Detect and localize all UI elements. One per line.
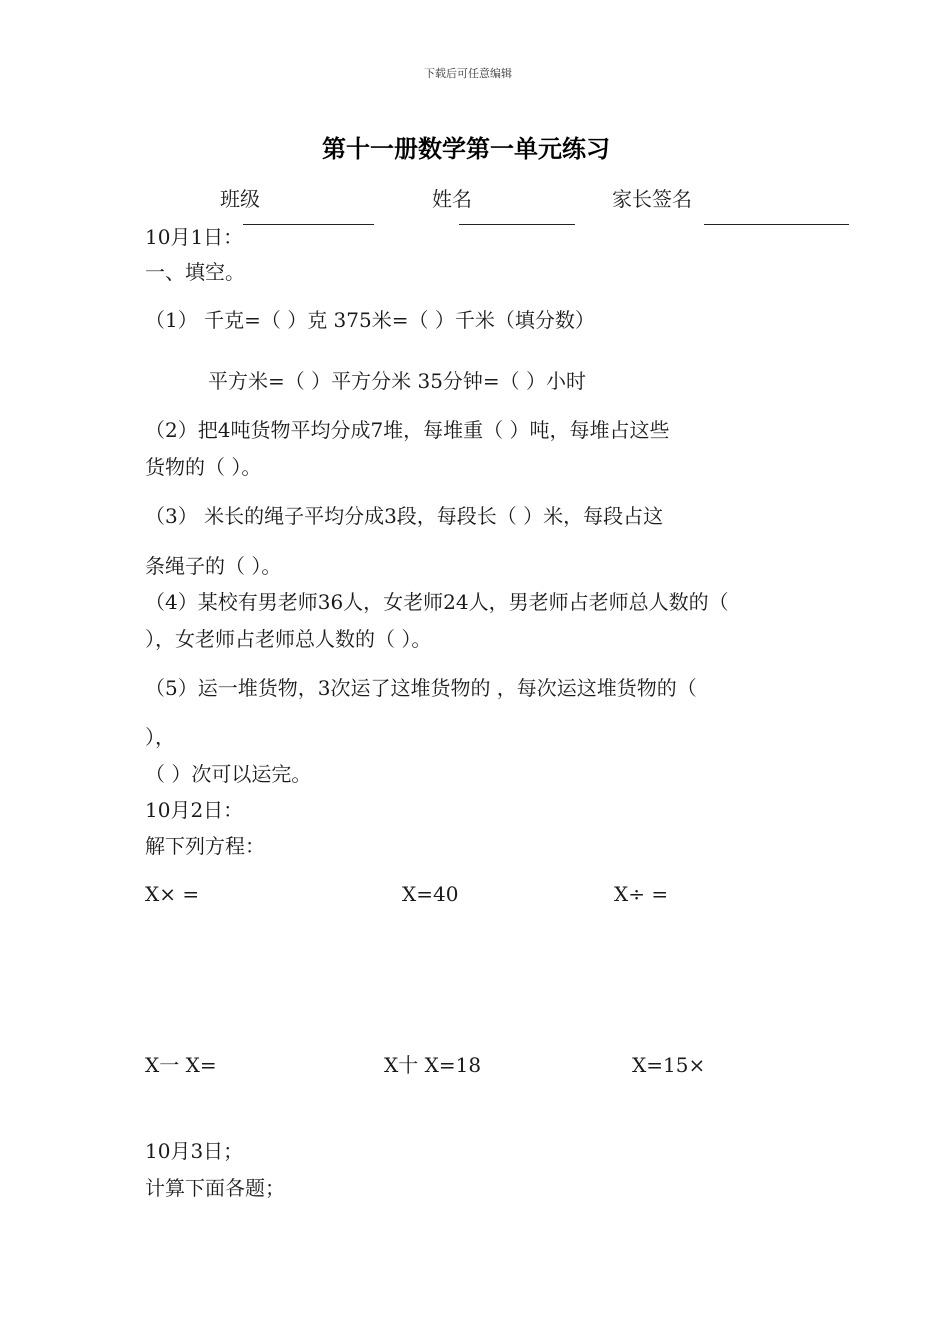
parent-signature-underline bbox=[704, 224, 849, 225]
name-label: 姓名 bbox=[432, 187, 472, 211]
q2-line2: 货物的（ ）。 bbox=[145, 455, 262, 479]
equation-4: X一 X= bbox=[145, 1053, 217, 1077]
equation-1: X× = bbox=[145, 882, 200, 906]
q5-line2: ）， bbox=[145, 725, 175, 749]
q3-line2: 条绳子的（ ）。 bbox=[145, 554, 282, 578]
section-heading-fill-blank: 一、填空。 bbox=[145, 260, 245, 284]
q1-line1: （1） 千克=（ ）克 375米=（ ）千米（填分数） bbox=[145, 308, 595, 332]
page-title: 第十一册数学第一单元练习 bbox=[322, 135, 610, 163]
q1-line2: 平方米=（ ）平方分米 35分钟=（ ）小时 bbox=[208, 369, 587, 393]
q3-line1: （3） 米长的绳子平均分成3段，每段长（ ）米，每段占这 bbox=[145, 504, 664, 528]
q4-line2: ），女老师占老师总人数的（ ）。 bbox=[145, 627, 432, 651]
q4-line1: （4）某校有男老师36人，女老师24人，男老师占老师总人数的（ bbox=[145, 590, 729, 614]
day2-date: 10月2日： bbox=[145, 798, 244, 822]
equation-3: X÷ = bbox=[614, 882, 669, 906]
q5-line1: （5）运一堆货物，3次运了这堆货物的 ，每次运这堆货物的（ bbox=[145, 676, 697, 700]
parent-signature-label: 家长签名 bbox=[612, 187, 692, 211]
day3-date: 10月3日； bbox=[145, 1139, 244, 1163]
equation-5: X十 X=18 bbox=[384, 1053, 482, 1077]
class-label: 班级 bbox=[220, 187, 260, 211]
q2-line1: （2）把4吨货物平均分成7堆，每堆重（ ）吨，每堆占这些 bbox=[145, 418, 670, 442]
day2-instruction: 解下列方程： bbox=[145, 834, 265, 858]
equation-2: X=40 bbox=[402, 882, 459, 906]
class-underline bbox=[243, 224, 374, 225]
day3-instruction: 计算下面各题； bbox=[145, 1176, 285, 1200]
header-note: 下载后可任意编辑 bbox=[424, 67, 512, 80]
equation-6: X=15× bbox=[632, 1053, 706, 1077]
day1-date: 10月1日： bbox=[145, 225, 244, 249]
q5-line3: （ ）次可以运完。 bbox=[145, 762, 312, 786]
name-underline bbox=[459, 224, 575, 225]
